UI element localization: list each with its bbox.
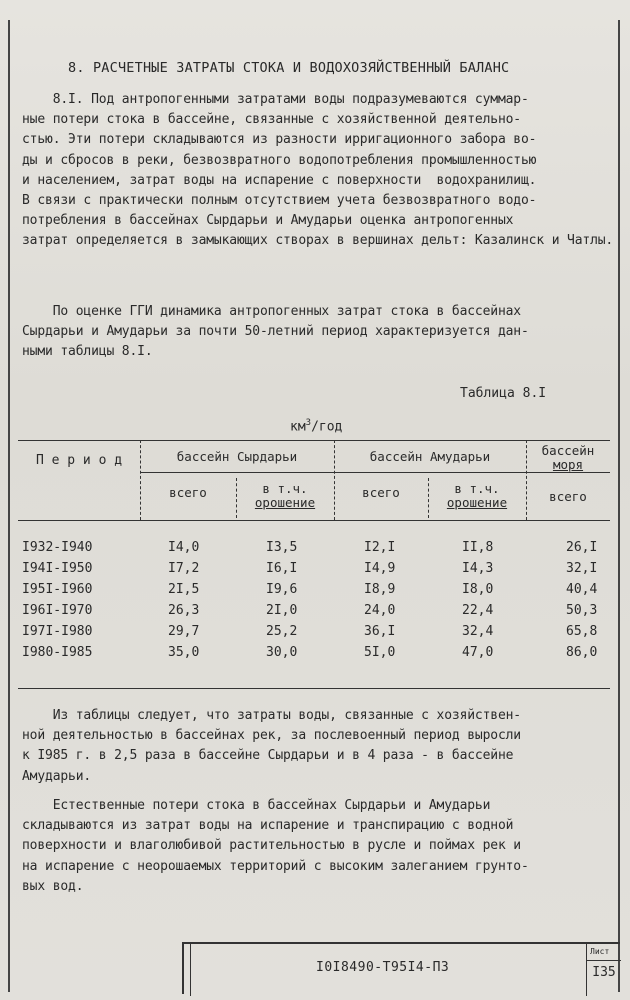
cell-value: II,8: [462, 540, 494, 555]
table-row: [18, 582, 610, 602]
table-row: [18, 561, 610, 581]
cell-value: I4,0: [168, 540, 200, 555]
table-top-rule: [18, 440, 610, 441]
cell-value: 32,I: [566, 561, 598, 576]
cell-value: I3,5: [266, 540, 298, 555]
cell-value: 29,7: [168, 624, 200, 639]
cell-value: I9,6: [266, 582, 298, 597]
cell-period: I97I-I980: [22, 624, 93, 639]
cell-period: I95I-I960: [22, 582, 93, 597]
cell-value: 25,2: [266, 624, 298, 639]
cell-value: I4,9: [364, 561, 396, 576]
cell-value: 47,0: [462, 645, 494, 660]
cell-value: 2I,5: [168, 582, 200, 597]
header-sea-total: всего: [549, 489, 587, 504]
cell-value: 26,3: [168, 603, 200, 618]
table-label: Таблица 8.I: [460, 386, 547, 401]
paragraph-anthropogenic-losses: 8.I. Под антропогенными затратами воды подразумеваются суммар- ные потери стока в бассейне, связанные с хозяйственной деятельно- стью. Эти потери складываются из разности ирригационного забора во- ды и сбросов в реки, безвозвратного водопотребления промышленностью и населением, затрат воды на испарение с поверхности водохранилищ. В связи с практически полным отсутствием учета безвозвратного водо- потребления в бассейнах Сырдарьи и Амударьи оценка антропогенных затрат определяется в замыкающих створах в вершинах дельт: Казалинск и Чатлы.: [22, 92, 614, 249]
table-bottom-rule: [18, 688, 610, 689]
header-amudarya: бассейн Амударьи: [369, 449, 491, 464]
table-group-rule: [140, 472, 610, 473]
cell-value: 35,0: [168, 645, 200, 660]
cell-value: 5I,0: [364, 645, 396, 660]
table-row: [18, 540, 610, 560]
cell-value: 40,4: [566, 582, 598, 597]
stamp-doc-cell: [190, 944, 589, 996]
table-unit: $км^3$/год: [290, 418, 343, 435]
sheet-box: [586, 944, 621, 996]
cell-value: 26,I: [566, 540, 598, 555]
header-syr-irrigation: в т.ч. орошение: [254, 481, 316, 510]
cell-value: 22,4: [462, 603, 494, 618]
cell-value: 86,0: [566, 645, 598, 660]
table-row: [18, 603, 610, 623]
cell-value: 30,0: [266, 645, 298, 660]
cell-value: 32,4: [462, 624, 494, 639]
cell-value: I8,0: [462, 582, 494, 597]
table-row: [18, 624, 610, 644]
paragraph-table-conclusion: Из таблицы следует, что затраты воды, связанные с хозяйствен- ной деятельностью в бассейнах рек, за послевоенный период выросли к I985 г. в 2,5 раза в бассейне Сырдарьи и в 4 раза - в бассейне Амударьи.: [22, 708, 521, 784]
header-sea: бассейн моря: [541, 443, 595, 472]
cell-value: I7,2: [168, 561, 200, 576]
cell-value: I2,I: [364, 540, 396, 555]
sheet-number: I35: [587, 960, 621, 980]
section-title: 8. РАСЧЕТНЫЕ ЗАТРАТЫ СТОКА И ВОДОХОЗЯЙСТВЕННЫЙ БАЛАНС: [68, 60, 510, 76]
cell-value: 2I,0: [266, 603, 298, 618]
header-amu-total: всего: [362, 485, 400, 500]
cell-value: I8,9: [364, 582, 396, 597]
cell-value: 24,0: [364, 603, 396, 618]
header-syr-total: всего: [169, 485, 207, 500]
header-syrdarya: бассейн Сырдарьи: [176, 449, 298, 464]
table-row: [18, 645, 610, 665]
paragraph-natural-losses: Естественные потери стока в бассейнах Сырдарьи и Амударьи складываются из затрат воды на испарение и транспирацию с водной поверхности и влаголюбивой растительностью в русле и поймах рек и на испарение с неорошаемых территорий с высоким залеганием грунто- вых вод.: [22, 798, 529, 894]
cell-value: I4,3: [462, 561, 494, 576]
header-period: П е р и о д: [35, 453, 123, 468]
table-header-rule: [18, 520, 610, 521]
cell-value: I6,I: [266, 561, 298, 576]
water-loss-table: [18, 440, 610, 690]
cell-period: I932-I940: [22, 540, 93, 555]
header-amu-irrigation: в т.ч. орошение: [446, 481, 508, 510]
cell-value: 50,3: [566, 603, 598, 618]
paragraph-ggi-estimate: По оценке ГГИ динамика антропогенных затрат стока в бассейнах Сырдарьи и Амударьи за почти 50-летний период характеризуется дан- ными таблицы 8.I.: [22, 304, 529, 360]
cell-period: I96I-I970: [22, 603, 93, 618]
cell-value: 65,8: [566, 624, 598, 639]
title-block-stamp: [182, 942, 620, 994]
sheet-label: Лист: [590, 947, 610, 956]
cell-period: I94I-I950: [22, 561, 93, 576]
cell-value: 36,I: [364, 624, 396, 639]
cell-period: I980-I985: [22, 645, 93, 660]
document-number: I0I8490-Т95I4-ПЗ: [316, 960, 450, 975]
